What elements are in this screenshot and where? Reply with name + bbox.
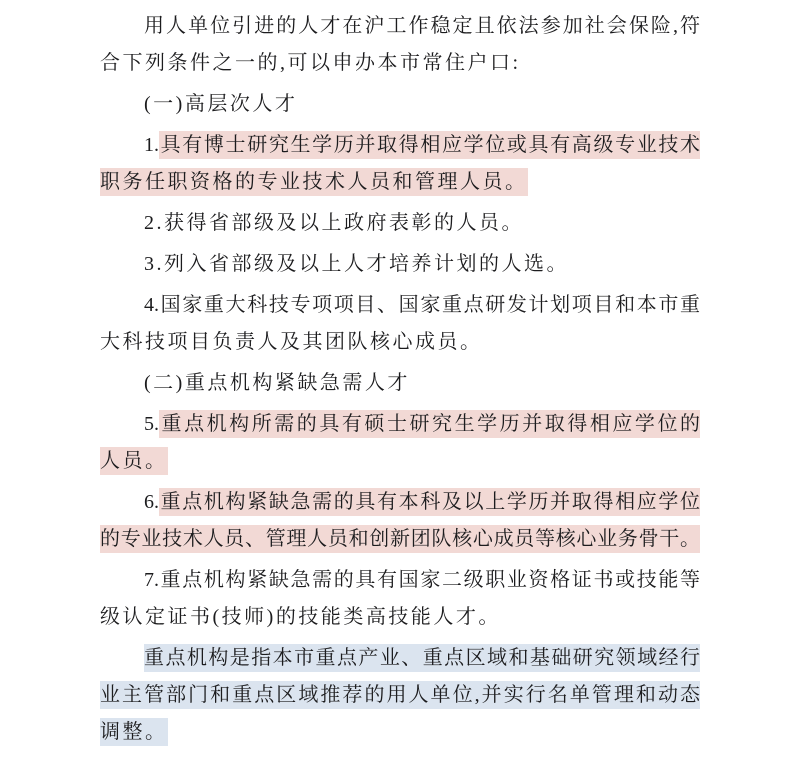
section-heading: (二)重点机构紧缺急需人才 <box>144 372 410 394</box>
highlighted-text-pink: 重点机构所需的具有硕士研究生学历并取得相应学位的 <box>159 410 700 438</box>
text-line <box>100 86 700 123</box>
text-line <box>100 365 700 402</box>
highlighted-text-pink: 职务任职资格的专业技术人员和管理人员。 <box>100 168 528 196</box>
list-number: 1. <box>144 134 159 156</box>
text-line <box>100 714 700 751</box>
text-segment: 7.重点机构紧缺急需的具有国家二级职业资格证书或技能等 <box>144 569 700 591</box>
text-line <box>100 205 700 242</box>
text-line <box>100 521 700 558</box>
list-number: 6. <box>144 491 159 513</box>
text-segment: 合下列条件之一的,可以申办本市常住户口: <box>100 52 521 74</box>
highlighted-text-pink: 的专业技术人员、管理人员和创新团队核心成员等核心业务骨干。 <box>100 525 700 553</box>
highlighted-text-pink: 人员。 <box>100 447 168 475</box>
text-line <box>100 406 700 443</box>
text-line <box>100 443 700 480</box>
list-number: 5. <box>144 413 159 435</box>
text-line <box>100 484 700 521</box>
highlighted-text-blue: 重点机构是指本市重点产业、重点区域和基础研究领域经行 <box>144 644 700 672</box>
text-segment: 用人单位引进的人才在沪工作稳定且依法参加社会保险,符 <box>144 15 700 37</box>
text-line <box>100 562 700 599</box>
section-heading: (一)高层次人才 <box>144 93 298 115</box>
text-line <box>100 127 700 164</box>
text-line <box>100 599 700 636</box>
highlighted-text-blue: 业主管部门和重点区域推荐的用人单位,并实行名单管理和动态 <box>100 681 700 709</box>
document-page <box>100 8 700 751</box>
text-line <box>100 8 700 45</box>
text-segment: 大科技项目负责人及其团队核心成员。 <box>100 331 483 353</box>
text-line <box>100 677 700 714</box>
text-segment: 4.国家重大科技专项项目、国家重点研发计划项目和本市重 <box>144 294 700 316</box>
text-line <box>100 324 700 361</box>
text-line <box>100 246 700 283</box>
text-segment: 级认定证书(技师)的技能类高技能人才。 <box>100 606 501 628</box>
highlighted-text-pink: 重点机构紧缺急需的具有本科及以上学历并取得相应学位 <box>159 488 700 516</box>
highlighted-text-pink: 具有博士研究生学历并取得相应学位或具有高级专业技术 <box>159 131 700 159</box>
text-line <box>100 640 700 677</box>
text-line <box>100 45 700 82</box>
text-segment: 3.列入省部级及以上人才培养计划的人选。 <box>144 253 569 275</box>
text-segment: 2.获得省部级及以上政府表彰的人员。 <box>144 212 524 234</box>
text-line <box>100 287 700 324</box>
text-line <box>100 164 700 201</box>
highlighted-text-blue: 调整。 <box>100 718 168 746</box>
